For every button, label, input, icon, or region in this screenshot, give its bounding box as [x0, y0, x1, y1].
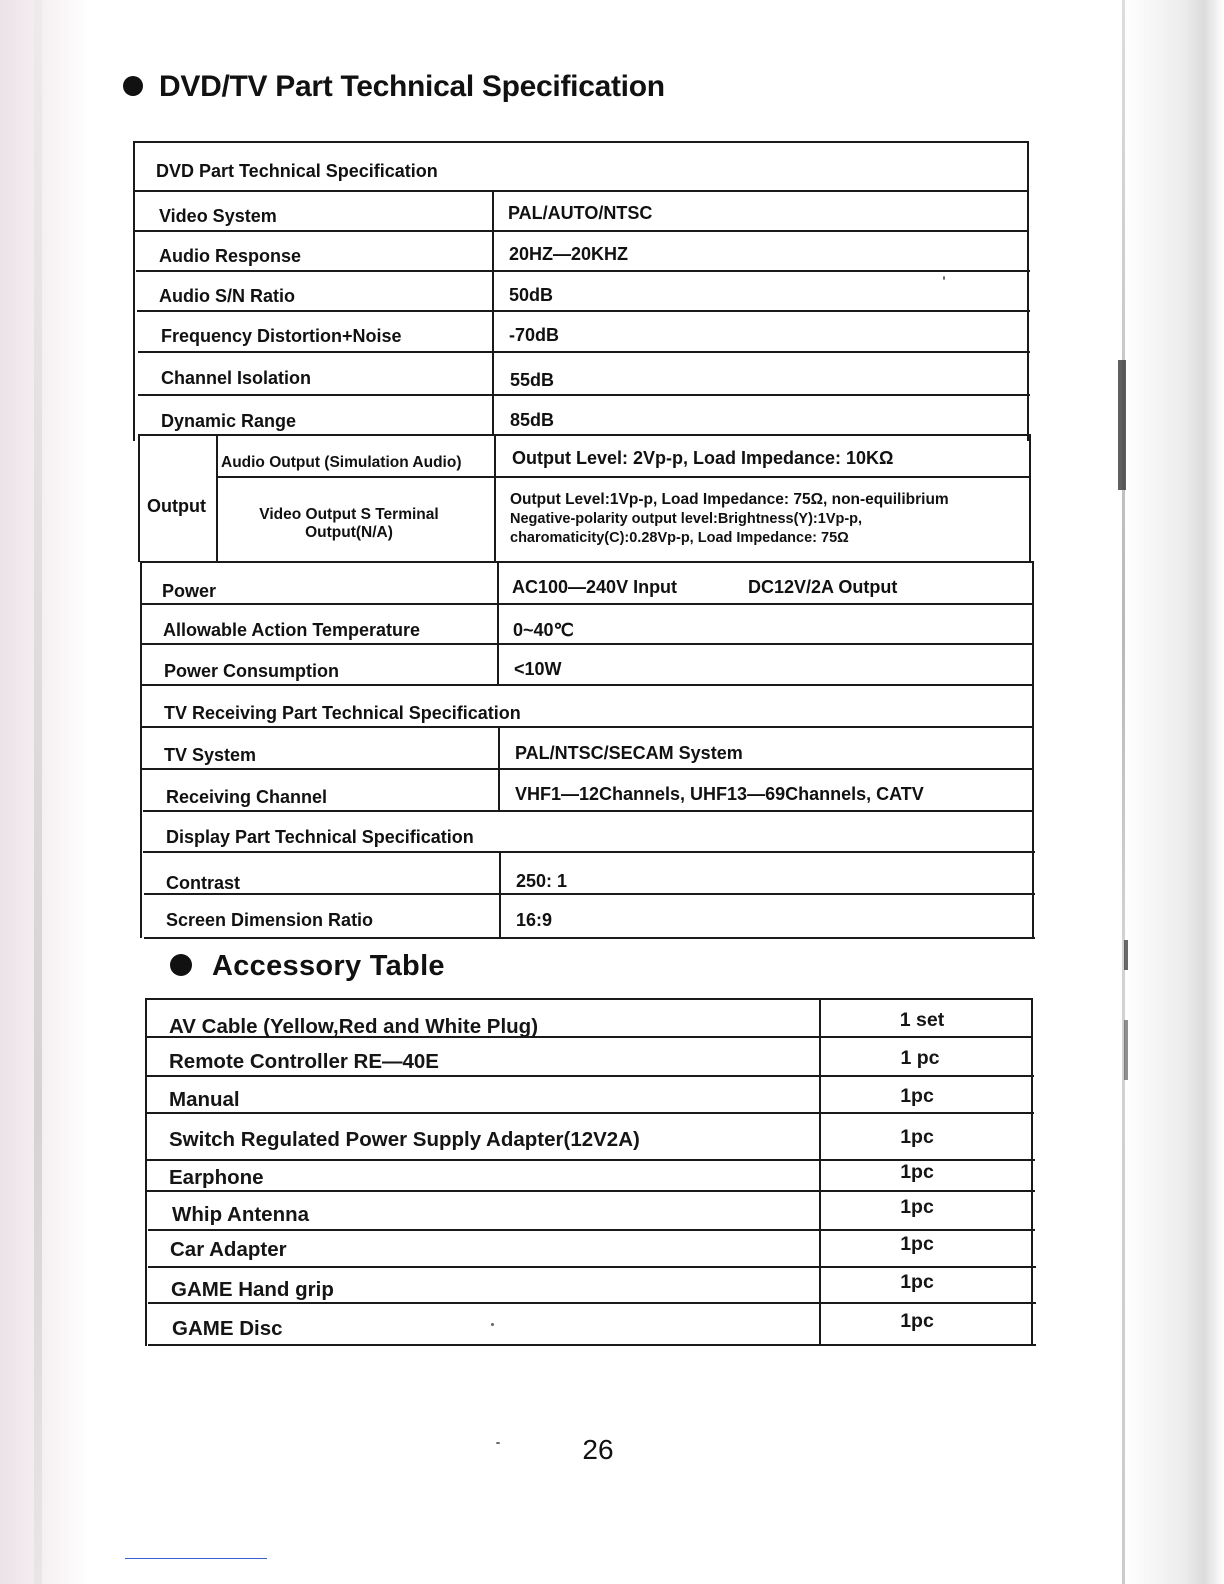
- spec-value: 250: 1: [516, 871, 568, 891]
- video-output-value-line3: charomaticity(C):0.28Vp-p, Load Impedance: 75Ω: [510, 530, 849, 546]
- accessory-item-qty: 1pc: [900, 1271, 934, 1293]
- audio-output-label: Audio Output (Simulation Audio): [221, 454, 462, 471]
- video-output-label-line2: Output(N/A): [305, 524, 393, 541]
- scan-page-fold: [1122, 0, 1125, 1584]
- scan-mark: [1124, 1020, 1128, 1080]
- spec-value: <10W: [514, 659, 562, 679]
- video-output-value-line2: Negative-polarity output level:Brightness(Y):1Vp-p,: [510, 511, 863, 527]
- accessory-item-qty: 1pc: [900, 1126, 934, 1148]
- spec-value: PAL/AUTO/NTSC: [508, 203, 653, 223]
- accessory-item-name: Earphone: [169, 1166, 264, 1189]
- spec-value: PAL/NTSC/SECAM System: [515, 743, 743, 763]
- accessory-item-name: Switch Regulated Power Supply Adapter(12V2A): [169, 1128, 640, 1151]
- display-section-title: Display Part Technical Specification: [166, 827, 474, 847]
- accessory-item-name: Whip Antenna: [172, 1203, 310, 1226]
- spec-value: -70dB: [509, 325, 560, 345]
- accessory-item-qty: 1pc: [900, 1161, 934, 1183]
- spec-label: Frequency Distortion+Noise: [161, 326, 402, 346]
- bullet-icon: [123, 76, 143, 96]
- spec-value: VHF1—12Channels, UHF13—69Channels, CATV: [515, 784, 924, 804]
- spec-value: 50dB: [509, 285, 554, 305]
- scan-speck: [491, 1323, 494, 1326]
- accessory-item-qty: 1pc: [900, 1085, 934, 1107]
- spec-label: Audio S/N Ratio: [159, 286, 295, 306]
- scan-speck: [496, 1442, 500, 1444]
- output-label: Output: [147, 496, 206, 516]
- spec-label: Audio Response: [159, 246, 302, 266]
- spec-value: 0~40℃: [513, 620, 574, 640]
- accessory-item-qty: 1 set: [899, 1009, 945, 1031]
- accessory-heading-text: Accessory Table: [212, 950, 445, 982]
- scan-edge-left: [0, 0, 90, 1584]
- spec-label: Power Consumption: [164, 661, 339, 681]
- accessory-item-qty: 1pc: [900, 1310, 934, 1332]
- spec-label: Dynamic Range: [161, 411, 297, 431]
- bullet-icon: [170, 954, 192, 976]
- spec-label: Screen Dimension Ratio: [166, 910, 374, 930]
- spec-heading-text: DVD/TV Part Technical Specification: [159, 70, 665, 103]
- accessory-heading: [170, 950, 445, 983]
- power-output-value: DC12V/2A Output: [748, 577, 898, 597]
- spec-label: Allowable Action Temperature: [163, 620, 421, 640]
- video-output-label-line1: Video Output S Terminal: [259, 506, 439, 523]
- scan-binding-shadow: [34, 0, 42, 1584]
- scan-edge-right: [1124, 0, 1224, 1584]
- scan-underline: [125, 1558, 267, 1559]
- power-label: Power: [162, 581, 217, 601]
- spec-label: Receiving Channel: [166, 787, 328, 807]
- accessory-item-name: Car Adapter: [170, 1238, 287, 1261]
- tv-section-title: TV Receiving Part Technical Specification: [164, 703, 521, 723]
- spec-value: 16:9: [516, 910, 553, 930]
- accessory-item-qty: 1pc: [900, 1196, 934, 1218]
- accessory-item-qty: 1pc: [900, 1233, 934, 1255]
- spec-value: 20HZ—20KHZ: [509, 244, 629, 264]
- spec-value: 85dB: [510, 410, 555, 430]
- scan-speck: [943, 276, 945, 280]
- audio-output-value: Output Level: 2Vp-p, Load Impedance: 10KΩ: [512, 448, 894, 468]
- spec-heading: [123, 70, 665, 104]
- scan-mark: [1124, 940, 1128, 970]
- video-output-value-line1: Output Level:1Vp-p, Load Impedance: 75Ω, non-equilibrium: [510, 491, 949, 508]
- accessory-item-name: GAME Hand grip: [171, 1278, 334, 1301]
- accessory-item-name: AV Cable (Yellow,Red and White Plug): [169, 1015, 539, 1038]
- spec-label: Contrast: [166, 873, 241, 893]
- page-number: 26: [582, 1434, 614, 1465]
- accessory-item-name: Remote Controller RE—40E: [169, 1050, 439, 1073]
- power-input-value: AC100—240V Input: [512, 577, 678, 597]
- spec-label: TV System: [164, 745, 257, 765]
- spec-label: Video System: [159, 206, 277, 226]
- spec-label: Channel Isolation: [161, 368, 312, 388]
- accessory-item-name: Manual: [169, 1088, 240, 1111]
- scan-mark: [1118, 360, 1126, 490]
- spec-value: 55dB: [510, 370, 555, 390]
- dvd-section-title: DVD Part Technical Specification: [156, 161, 438, 181]
- accessory-item-name: GAME Disc: [172, 1317, 283, 1340]
- accessory-item-qty: 1 pc: [900, 1047, 940, 1069]
